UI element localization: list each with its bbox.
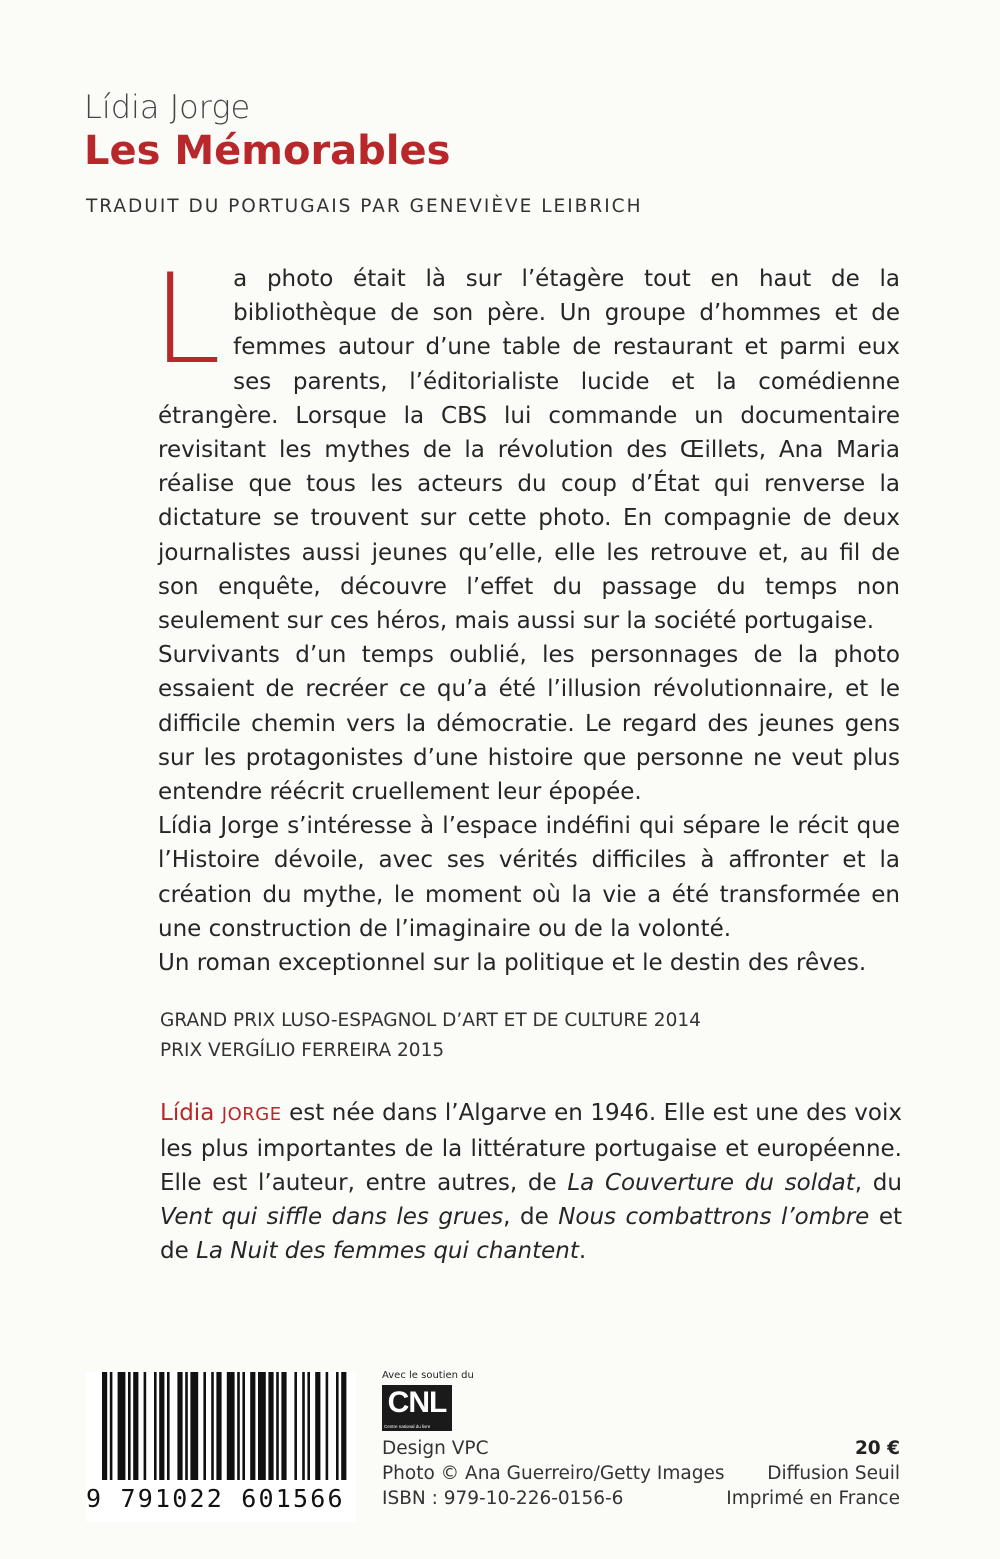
summary-text	[152, 248, 900, 980]
photo-credit: Photo © Ana Guerreiro/Getty Images	[382, 1463, 725, 1484]
bio-text: et de	[160, 1204, 902, 1264]
distribution: Diffusion Seuil	[767, 1463, 900, 1484]
barcode-bar	[315, 1372, 320, 1480]
printed-in: Imprimé en France	[726, 1488, 900, 1509]
barcode-bar	[307, 1372, 310, 1480]
barcode-bar	[128, 1372, 131, 1480]
barcode-bar	[203, 1372, 206, 1480]
barcode-bar	[118, 1372, 126, 1480]
bio-text: , du	[854, 1170, 902, 1196]
book-title-3: Nous combattrons l’ombre	[558, 1204, 870, 1230]
barcode-bar	[167, 1372, 170, 1480]
credits	[382, 1436, 724, 1511]
barcode-bar	[336, 1372, 339, 1480]
cnl-logo-subtitle: Centre national du livre	[384, 1424, 431, 1429]
barcode-bar	[177, 1372, 182, 1480]
barcode-bar	[144, 1372, 147, 1480]
summary-paragraph-1: a photo était là sur l’étagère tout en haut de la bibliothèque de son père. Un groupe d’hommes et de femmes autour d’une table de restaurant et parmi eux ses parents, l’éditorialiste lucide et la comédienne étrangère. Lorsque la CBS lui commande un documentaire revisitant les mythes de la révolution des Œillets, Ana Maria réalise que tous les acteurs du coup d’État qui renverse la dictature se trouvent sur cette photo. En compagnie de deux journalistes aussi jeunes qu’elle, elle les retrouve et, au fil de son enquête, découvre l’effet du passage du temps non seulement sur ces héros, mais aussi sur la société portugaise.	[158, 266, 900, 635]
barcode-bar	[216, 1372, 221, 1480]
barcode-bar	[190, 1372, 198, 1480]
barcode-bar	[154, 1372, 157, 1480]
bio-text: est née dans l’Algarve en 1946. Elle est une des voix les plus importantes de la littérature portugaise et européenne. Elle est l’auteur, entre autres, de	[160, 1100, 902, 1196]
author-name: Lídia Jorge	[84, 88, 251, 126]
barcode-bar	[276, 1372, 279, 1480]
right-info	[726, 1436, 900, 1511]
author-bio	[160, 1096, 902, 1268]
bio-text: .	[578, 1238, 587, 1264]
barcode-bar	[110, 1372, 113, 1480]
barcode-bar	[258, 1372, 266, 1480]
book-title-4: La Nuit des femmes qui chantent	[196, 1238, 579, 1264]
barcode-bar	[237, 1372, 240, 1480]
barcode	[86, 1372, 356, 1522]
barcode-bar	[227, 1372, 235, 1480]
barcode-bar	[159, 1372, 164, 1480]
barcode-bars	[102, 1372, 352, 1484]
barcode-bar	[185, 1372, 188, 1480]
bio-last-name: JORGE	[221, 1104, 282, 1125]
book-title-2: Vent qui siffle dans les grues	[160, 1204, 504, 1230]
prize-item: PRIX VERGÍLIO FERREIRA 2015	[160, 1040, 445, 1061]
barcode-bar	[250, 1372, 255, 1480]
summary-paragraph-2: Survivants d’un temps oublié, les personnages de la photo essaient de recréer ce qu’a été l’illusion révolutionnaire, et le difficile chemin vers la démocratie. Le regard des jeunes gens sur les protagonistes d’une histoire que personne ne veut plus entendre réécrit cruellement leur épopée.	[158, 642, 900, 806]
book-title-1: La Couverture du soldat	[567, 1170, 855, 1196]
barcode-bar	[281, 1372, 286, 1480]
design-credit: Design VPC	[382, 1438, 489, 1459]
summary-paragraph-3: Lídia Jorge s’intéresse à l’espace indéfini qui sépare le récit que l’Histoire dévoile, avec ses vérités difficiles à affronter et la création du mythe, le moment où la vie a été transformée en une construction de l’imaginaire ou de la volonté.	[158, 813, 900, 942]
bio-text: , de	[503, 1204, 559, 1230]
barcode-bar	[294, 1372, 297, 1480]
bio-first-name: Lídia	[160, 1100, 215, 1126]
barcode-bar	[102, 1372, 107, 1480]
summary-paragraph-4: Un roman exceptionnel sur la politique et le destin des rêves.	[158, 950, 867, 977]
barcode-number: 9 791022 601566	[86, 1484, 345, 1513]
barcode-bar	[211, 1372, 214, 1480]
barcode-bar	[133, 1372, 138, 1480]
cnl-block	[382, 1370, 474, 1431]
translator-credit: TRADUIT DU PORTUGAIS PAR GENEVIÈVE LEIBRICH	[86, 196, 643, 217]
barcode-bar	[341, 1372, 346, 1480]
price: 20 €	[854, 1438, 900, 1459]
prize-item: GRAND PRIX LUSO-ESPAGNOL D’ART ET DE CULTURE 2014	[160, 1010, 701, 1031]
prizes-list	[160, 1006, 701, 1066]
barcode-bar	[326, 1372, 329, 1480]
cnl-logo-text: CNL	[387, 1386, 447, 1419]
isbn: ISBN : 979-10-226-0156-6	[382, 1488, 624, 1509]
cnl-caption: Avec le soutien du	[382, 1370, 474, 1381]
barcode-bar	[242, 1372, 245, 1480]
book-title: Les Mémorables	[84, 128, 451, 174]
barcode-bar	[302, 1372, 305, 1480]
barcode-bar	[268, 1372, 273, 1480]
dropcap-letter: L	[152, 248, 222, 392]
cnl-logo	[382, 1385, 452, 1431]
